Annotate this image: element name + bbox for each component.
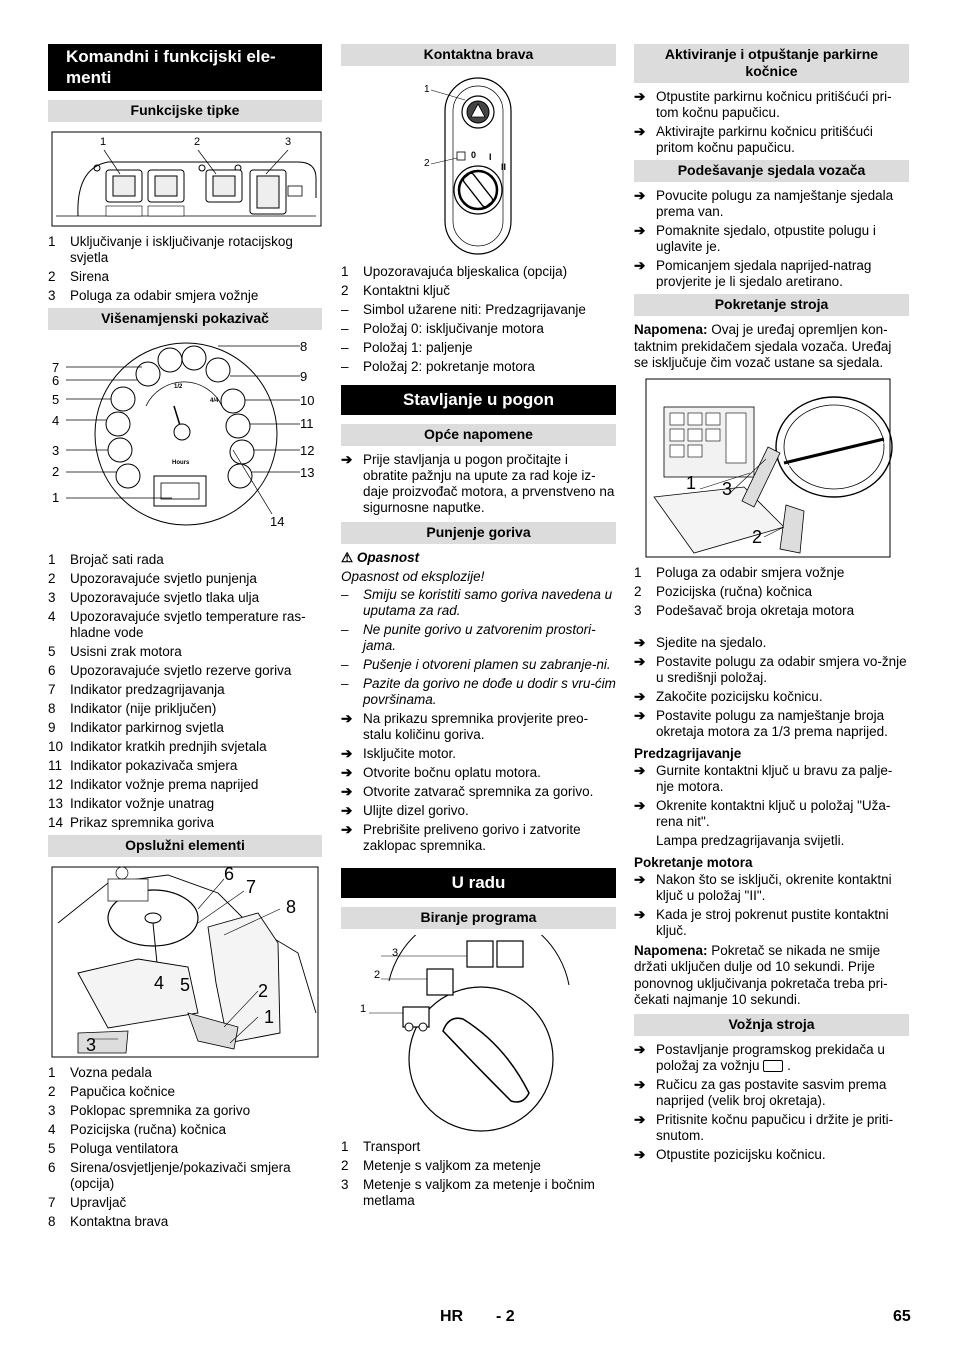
list-preheat xyxy=(634,763,909,849)
section-title-operation: U radu xyxy=(341,868,616,898)
arrow-icon: ➔ xyxy=(634,797,646,813)
list-item: 2 Kontaktni ključ xyxy=(341,283,451,298)
list-item: 5 Usisni zrak motora xyxy=(48,644,182,659)
list-item: ➔ Pritisnite kočnu papučicu i držite je priti-snutom. xyxy=(634,1111,894,1143)
figure-program-selection xyxy=(341,935,616,1133)
arrow-icon: ➔ xyxy=(341,765,353,780)
footer-language: HR xyxy=(440,1308,464,1325)
arrow-icon: ➔ xyxy=(634,188,646,203)
list-item: – Simbol užarene niti: Predzagrijavanje xyxy=(341,302,586,317)
list-item: – Položaj 0: isključivanje motora xyxy=(341,321,544,336)
list-item: 13 Indikator vožnje unatrag xyxy=(48,796,215,811)
list-item: 5 Poluga ventilatora xyxy=(48,1141,179,1156)
list-engine-start xyxy=(634,872,909,939)
list-item: 1 Transport xyxy=(341,1139,421,1154)
list-item: 2 Upozoravajuće svjetlo punjenja xyxy=(48,571,257,586)
list-operating-elements xyxy=(48,1065,322,1230)
callout-3: 3 xyxy=(285,136,292,148)
list-parking-brake xyxy=(634,89,909,156)
arrow-icon: ➔ xyxy=(634,89,646,104)
column-1 xyxy=(48,44,322,1233)
list-multi-display xyxy=(48,552,322,831)
heading-start-machine: Pokretanje stroja xyxy=(634,294,909,316)
figure-function-keys xyxy=(48,128,322,228)
subheading-preheat: Predzagrijavanje xyxy=(634,745,742,761)
list-item: ➔ Postavljanje programskog prekidača u položaj za vožnju . xyxy=(634,1041,885,1073)
list-item: 9 Indikator parkirnog svjetla xyxy=(48,720,224,735)
list-item: ➔ Otpustite pozicijsku kočnicu. xyxy=(634,1146,826,1162)
list-function-keys xyxy=(48,234,322,304)
list-item: 4 Upozoravajuće svjetlo temperature ras-hladne vode xyxy=(48,609,306,640)
danger-text: Opasnost od eksplozije! xyxy=(341,568,485,584)
list-item: – Položaj 1: paljenje xyxy=(341,340,473,355)
heading-function-keys: Funkcijske tipke xyxy=(48,100,322,122)
list-item: – Pušenje i otvoreni plamen su zabranje-ni. xyxy=(341,657,611,672)
list-item: – Položaj 2: pokretanje motora xyxy=(341,359,535,374)
list-item: ➔ Okrenite kontaktni ključ u položaj "Uža-rena nit". xyxy=(634,797,891,829)
arrow-icon: ➔ xyxy=(634,871,646,887)
list-item: ➔ Ručicu za gas postavite sasvim prema naprijed (velik broj okretaja). xyxy=(634,1076,887,1108)
gauge-label-full: 4/4 xyxy=(210,398,219,404)
list-item: 1 Vozna pedala xyxy=(48,1065,152,1080)
arrow-icon: ➔ xyxy=(634,762,646,778)
warning-triangle-icon: ⚠ xyxy=(341,550,354,565)
list-item: 3 Poklopac spremnika za gorivo xyxy=(48,1103,251,1118)
column-3 xyxy=(634,44,909,1166)
list-fuel-steps xyxy=(341,711,616,854)
column-2 xyxy=(341,44,616,1212)
callout-2: 2 xyxy=(374,969,381,981)
list-item: 10 Indikator kratkih prednjih svjetala xyxy=(48,739,267,754)
callout-1: 1 xyxy=(100,136,107,148)
arrow-icon: ➔ xyxy=(634,688,646,704)
gauge-label-hours: Hours xyxy=(172,460,190,466)
list-item: – Smiju se koristiti samo goriva navedena u uputama za rad. xyxy=(341,587,613,618)
callout-1: 1 xyxy=(360,1003,367,1015)
list-item: ➔ Kada je stroj pokrenut pustite kontaktni ključ. xyxy=(634,906,889,938)
list-item: 3 Metenje s valjkom za metenje i bočnim metlama xyxy=(341,1177,595,1208)
list-item: – Pazite da gorivo ne dođe u dodir s vru-ćim površinama. xyxy=(341,676,616,707)
list-item: ➔ Gurnite kontaktni ključ u bravu za palje-nje motora. xyxy=(634,762,893,794)
callout-3: 3 xyxy=(392,947,399,959)
list-item: 1 Poluga za odabir smjera vožnje xyxy=(634,564,845,580)
section-title-commissioning: Stavljanje u pogon xyxy=(341,385,616,415)
list-item: ➔ Aktivirajte parkirnu kočnicu pritišćući pritom kočnu papučicu. xyxy=(634,124,873,155)
list-item: ➔ Prije stavljanja u pogon pročitajte i obratite pažnju na upute za rad koje iz-daje proizvođač motora, a prvenstveno na sigurnosne naputke. xyxy=(341,452,615,515)
callout-2: 2 xyxy=(424,158,430,169)
arrow-icon: ➔ xyxy=(341,784,353,799)
list-item: 2 Papučica kočnice xyxy=(48,1084,176,1099)
position-0: 0 xyxy=(471,150,477,160)
callout-1: 1 xyxy=(424,84,430,95)
arrow-icon: ➔ xyxy=(634,223,646,238)
heading-operating-elements: Opslužni elementi xyxy=(48,835,322,857)
list-item: 12 Indikator vožnje prema naprijed xyxy=(48,777,259,792)
list-item: ➔ Postavite polugu za odabir smjera vo-žnje u središnji položaj. xyxy=(634,653,907,685)
list-item: 1 Brojač sati rada xyxy=(48,552,164,567)
arrow-icon: ➔ xyxy=(634,124,646,139)
list-item: ➔ Prebrišite preliveno gorivo i zatvorite zaklopac spremnika. xyxy=(341,822,581,853)
list-item: ➔ Sjedite na sjedalo. xyxy=(634,634,767,650)
heading-ignition: Kontaktna brava xyxy=(341,44,616,66)
section-title-controls: Komandni i funkcijski ele- menti xyxy=(48,44,322,91)
arrow-icon: ➔ xyxy=(341,746,353,761)
list-item: 1 Upozoravajuća bljeskalica (opcija) xyxy=(341,264,568,279)
list-item: 6 Upozoravajuće svjetlo rezerve goriva xyxy=(48,663,292,678)
list-item: Lampa predzagrijavanja svijetli. xyxy=(656,832,845,848)
list-item: 8 Kontaktna brava xyxy=(48,1214,169,1229)
list-item: 4 Pozicijska (ručna) kočnica xyxy=(48,1122,227,1137)
arrow-icon: ➔ xyxy=(341,803,353,818)
arrow-icon: ➔ xyxy=(341,452,353,467)
heading-refueling: Punjenje goriva xyxy=(341,522,616,544)
list-item: 3 Poluga za odabir smjera vožnje xyxy=(48,288,259,303)
list-item: 8 Indikator (nije priključen) xyxy=(48,701,217,716)
list-fuel-warnings xyxy=(341,587,616,708)
arrow-icon: ➔ xyxy=(634,653,646,669)
list-item: ➔ Ulijte dizel gorivo. xyxy=(341,803,469,818)
list-item: ➔ Otvorite zatvarač spremnika za gorivo. xyxy=(341,784,594,799)
arrow-icon: ➔ xyxy=(634,1076,646,1092)
list-item: 3 Upozoravajuće svjetlo tlaka ulja xyxy=(48,590,260,605)
arrow-icon: ➔ xyxy=(634,1111,646,1127)
figure-multi-display: 7 6 5 4 3 2 1 8 9 10 11 12 13 14 1/2 4/4 Hours xyxy=(52,339,315,529)
position-1: I xyxy=(489,152,492,162)
callout-3: 3 xyxy=(722,478,733,499)
list-start-steps xyxy=(634,635,909,740)
list-driving xyxy=(634,1042,909,1163)
heading-general-notes: Opće napomene xyxy=(341,424,616,446)
subheading-engine-start: Pokretanje motora xyxy=(634,854,753,870)
arrow-icon: ➔ xyxy=(341,822,353,837)
list-general-notes xyxy=(341,452,616,516)
arrow-icon: ➔ xyxy=(634,634,646,650)
heading-driving: Vožnja stroja xyxy=(634,1014,909,1036)
list-item: 14 Prikaz spremnika goriva xyxy=(48,815,215,830)
list-item: 11 Indikator pokazivača smjera xyxy=(48,758,238,773)
list-item: 3 Podešavač broja okretaja motora xyxy=(634,602,855,618)
list-item: 2 Pozicijska (ručna) kočnica xyxy=(634,583,813,599)
list-item: ➔ Otvorite bočnu oplatu motora. xyxy=(341,765,541,780)
danger-label: ⚠ Opasnost xyxy=(341,550,420,565)
list-item: 1 Uključivanje i isključivanje rotacijskog svjetla xyxy=(48,234,293,265)
list-item: 2 Metenje s valjkom za metenje xyxy=(341,1158,541,1173)
list-item: – Ne punite gorivo u zatvorenim prostori-jama. xyxy=(341,622,596,653)
list-seat-adjust xyxy=(634,188,909,290)
gauge-label-half: 1/2 xyxy=(174,384,183,390)
figure-start-machine xyxy=(634,377,909,559)
arrow-icon: ➔ xyxy=(634,707,646,723)
list-item: ➔ Pomicanjem sjedala naprijed-natrag provjerite je li sjedalo aretirano. xyxy=(634,258,872,289)
list-ignition xyxy=(341,264,616,375)
list-item: ➔ Isključite motor. xyxy=(341,746,457,761)
note-seat-switch: Napomena: Ovaj je uređaj opremljen kon-taktnim prekidačem sjedala vozača. Uređaj se isključuje čim vozač ustane sa sjedala. xyxy=(634,322,892,370)
heading-multi-display: Višenamjenski pokazivač xyxy=(48,308,322,330)
transport-mode-icon xyxy=(763,1060,783,1072)
heading-program-selection: Biranje programa xyxy=(341,907,616,929)
callout-2: 2 xyxy=(752,526,763,547)
heading-seat-adjust: Podešavanje sjedala vozača xyxy=(634,160,909,182)
list-item: ➔ Otpustite parkirnu kočnicu pritišćući pri-tom kočnu papučicu. xyxy=(634,89,892,120)
list-item: ➔ Nakon što se isključi, okrenite kontaktni ključ u položaj "II". xyxy=(634,871,892,903)
list-item: 7 Upravljač xyxy=(48,1195,127,1210)
figure-operating-elements: 6 7 8 4 5 2 1 3 xyxy=(48,863,322,1059)
list-start-machine xyxy=(634,565,909,619)
callout-2: 2 xyxy=(194,136,201,148)
callout-14: 14 xyxy=(270,514,285,529)
arrow-icon: ➔ xyxy=(634,906,646,922)
list-item: ➔ Na prikazu spremnika provjerite preo-stalu količinu goriva. xyxy=(341,711,589,742)
list-item: ➔ Zakočite pozicijsku kočnicu. xyxy=(634,688,823,704)
footer-page-part: - 2 xyxy=(496,1308,515,1325)
arrow-icon: ➔ xyxy=(634,258,646,273)
list-item: ➔ Povucite polugu za namještanje sjedala prema van. xyxy=(634,188,894,219)
arrow-icon: ➔ xyxy=(634,1041,646,1057)
note-starter: Napomena: Pokretač se nikada ne smije držati uključen dulje od 10 sekundi. Prije ponovnog uključivanja pokretača treba pri-čekati najmanje 10 sekundi. xyxy=(634,942,888,1007)
list-item: ➔ Pomaknite sjedalo, otpustite polugu i uglavite je. xyxy=(634,223,876,254)
list-item: 2 Sirena xyxy=(48,269,110,284)
position-2: II xyxy=(501,162,507,172)
list-program-selection xyxy=(341,1139,616,1209)
arrow-icon: ➔ xyxy=(341,711,353,726)
footer-page-number: 65 xyxy=(893,1308,911,1325)
callout-1: 1 xyxy=(686,472,697,493)
list-item: 6 Sirena/osvjetljenje/pokazivači smjera (opcija) xyxy=(48,1160,291,1191)
list-item: ➔ Postavite polugu za namještanje broja okretaja motora za 1/3 prema naprijed. xyxy=(634,707,888,739)
list-item: 7 Indikator predzagrijavanja xyxy=(48,682,225,697)
figure-ignition xyxy=(341,72,616,258)
heading-parking-brake: Aktiviranje i otpuštanje parkirne kočnice xyxy=(634,44,909,83)
arrow-icon: ➔ xyxy=(634,1146,646,1162)
